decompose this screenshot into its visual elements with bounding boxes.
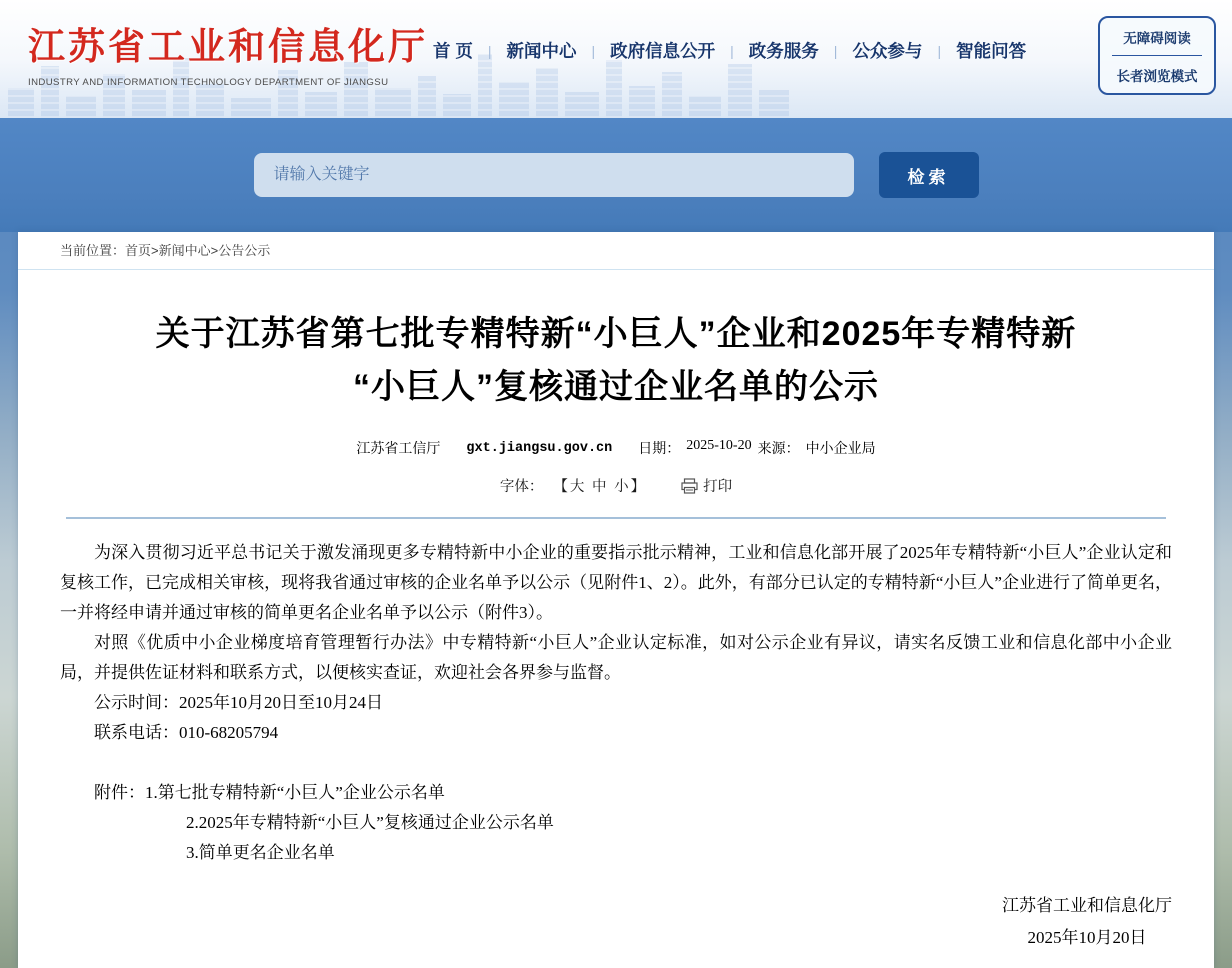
print-button[interactable] <box>681 475 732 496</box>
search-band <box>0 118 1232 232</box>
nav-item-smart-qa[interactable]: 智能问答 <box>956 41 1027 61</box>
paragraph: 为深入贯彻习近平总书记关于激发涌现更多专精特新中小企业的重要指示批示精神，工业和信息化部开展了2025年专精特新“小巨人”企业认定和复核工作，已完成相关审核，现将我省通过审核的企业名单予以公示（见附件1、2）。此外，有部分已认定的专精特新“小巨人”企业进行了简单更名，一并将经申请并通过审核的简单更名企业名单予以公示（附件3）。 <box>60 543 1172 622</box>
paragraph: 对照《优质中小企业梯度培育管理暂行办法》中专精特新“小巨人”企业认定标准，如对公示企业有异议，请实名反馈工业和信息化部中小企业局，并提供佐证材料和联系方式，以便核实查证，欢迎社会各界参与监督。 <box>60 633 1172 682</box>
skyline-building <box>443 94 471 118</box>
signature-block <box>60 890 1172 954</box>
accessible-reading-button[interactable]: 无障碍阅读 <box>1123 31 1191 46</box>
attachment-link-2[interactable]: 2.2025年专精特新“小巨人”复核通过企业公示名单 <box>186 813 554 832</box>
article-title <box>60 308 1172 414</box>
skyline-building <box>565 92 599 118</box>
nav-separator: | <box>591 42 596 59</box>
attachment-item-1[interactable] <box>60 778 1172 808</box>
search-button[interactable]: 检索 <box>879 152 979 198</box>
skyline-building <box>536 68 558 118</box>
signature-date: 2025年10月20日 <box>1027 928 1147 947</box>
skyline-building <box>196 84 224 118</box>
nav-separator: | <box>730 42 734 59</box>
skyline-building <box>375 88 411 118</box>
article-title-line2: “小巨人”复核通过企业名单的公示 <box>353 368 879 406</box>
site-logo-subtitle: INDUSTRY AND INFORMATION TECHNOLOGY DEPARTMENT OF JIANGSU <box>28 77 389 88</box>
skyline-building <box>689 96 721 118</box>
content-divider <box>66 517 1166 519</box>
skyline-building <box>231 98 271 118</box>
site-logo-title[interactable]: 江苏省工业和信息化厅 <box>28 26 428 67</box>
nav-item-gov-info[interactable]: 政府信息公开 <box>610 41 716 61</box>
site-header <box>0 0 1232 118</box>
nav-separator: | <box>937 42 942 59</box>
meta-date-value: 2025-10-20 <box>686 438 752 453</box>
article-toolbar <box>60 475 1172 496</box>
article-body <box>60 538 1172 954</box>
public-time-line: 公示时间：2025年10月20日至10月24日 <box>94 693 383 712</box>
meta-date-label: 日期： <box>638 442 681 457</box>
skyline-building <box>606 60 622 118</box>
nav-item-services[interactable]: 政务服务 <box>748 41 819 61</box>
nav-item-news[interactable]: 新闻中心 <box>506 41 577 61</box>
print-label[interactable]: 打印 <box>703 479 733 495</box>
site-logo[interactable] <box>28 16 428 88</box>
content-panel <box>18 232 1214 968</box>
skyline-building <box>728 64 752 118</box>
accessibility-box <box>1098 16 1216 95</box>
meta-from-value: 中小企业局 <box>805 442 876 457</box>
main-nav <box>433 38 1026 63</box>
skyline-building <box>8 88 34 118</box>
font-size-controls[interactable]: 【大 中 小】 <box>553 479 648 495</box>
skyline-building <box>66 96 96 118</box>
printer-icon[interactable] <box>681 478 698 494</box>
breadcrumb <box>18 232 1214 270</box>
breadcrumb-path[interactable]: 首页>新闻中心>公告公示 <box>125 243 271 258</box>
font-size-label: 字体： <box>499 479 544 495</box>
skyline-building <box>662 72 682 118</box>
skyline-building <box>759 90 789 118</box>
contact-phone-line: 联系电话：010-68205794 <box>94 723 279 742</box>
skyline-building <box>499 82 529 118</box>
skyline-building <box>132 90 166 118</box>
article <box>18 308 1214 954</box>
attachments-label: 附件： <box>94 783 145 802</box>
article-meta <box>60 438 1172 458</box>
meta-site-url: gxt.jiangsu.gov.cn <box>466 440 613 456</box>
skyline-building <box>629 86 655 118</box>
search-input[interactable] <box>254 153 854 197</box>
nav-item-participation[interactable]: 公众参与 <box>852 41 923 61</box>
signature-org: 江苏省工业和信息化厅 <box>1002 896 1172 915</box>
meta-date <box>638 438 875 458</box>
article-title-line1: 关于江苏省第七批专精特新“小巨人”企业和2025年专精特新 <box>155 315 1077 353</box>
attachment-item-2[interactable] <box>60 808 1172 838</box>
attachment-link-3[interactable]: 3.简单更名企业名单 <box>186 843 335 862</box>
elder-mode-button[interactable]: 长者浏览模式 <box>1116 69 1198 84</box>
meta-source-org: 江苏省工信厅 <box>356 442 441 457</box>
attachments <box>60 778 1172 868</box>
attachment-link-1[interactable]: 1.第七批专精特新“小巨人”企业公示名单 <box>145 783 445 802</box>
skyline-building <box>305 92 337 118</box>
breadcrumb-label: 当前位置： <box>60 243 126 258</box>
attachment-item-3[interactable] <box>60 838 1172 868</box>
nav-separator: | <box>487 42 492 59</box>
skyline-building <box>478 54 492 118</box>
nav-separator: | <box>833 42 838 59</box>
nav-item-home[interactable]: 首 页 <box>433 41 473 61</box>
meta-from-label: 来源： <box>757 442 800 457</box>
